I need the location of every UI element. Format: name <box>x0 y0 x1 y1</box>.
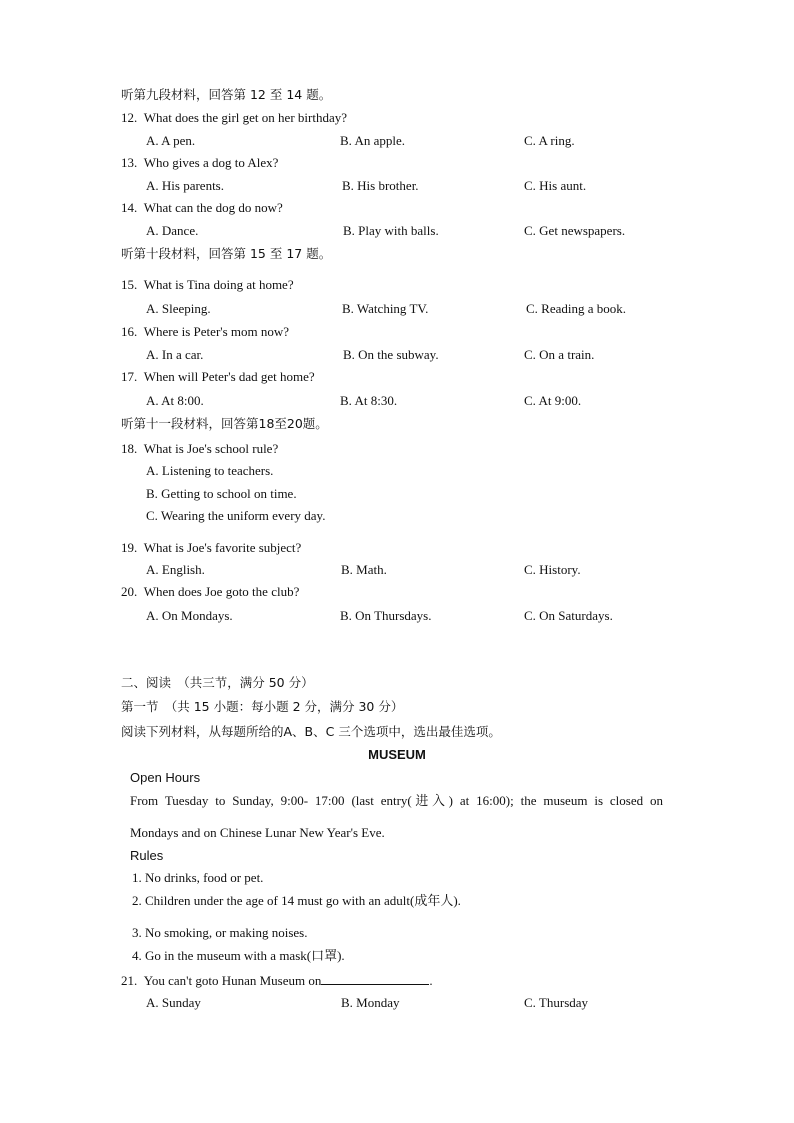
question-13 <box>121 155 278 171</box>
q13-option-b: B. His brother. <box>342 178 419 193</box>
question-number: 21. <box>121 973 138 988</box>
question-text: Who gives a dog to Alex? <box>143 155 279 170</box>
q21-option-c: C. Thursday <box>524 995 589 1010</box>
rule-4: 4. Go in the museum with a mask(口罩). <box>132 948 345 963</box>
q12-option-c: C. A ring. <box>524 133 575 148</box>
question-end: . <box>429 973 433 988</box>
q14-option-a: A. Dance. <box>146 223 199 238</box>
question-number: 13. <box>121 155 138 170</box>
question-text: What is Joe's favorite subject? <box>143 540 302 555</box>
question-text: When will Peter's dad get home? <box>143 369 315 384</box>
question-text: What is Joe's school rule? <box>143 441 279 456</box>
q16-option-c: C. On a train. <box>524 347 595 362</box>
part2-section1: 第一节 （共 15 小题：每小题 2 分，满分 30 分） <box>121 699 404 714</box>
q15-option-c: C. Reading a book. <box>526 301 627 316</box>
question-text: What is Tina doing at home? <box>143 277 294 292</box>
question-number: 16. <box>121 324 138 339</box>
question-number: 12. <box>121 110 138 125</box>
q12-option-b: B. An apple. <box>340 133 405 148</box>
section11-header: 听第十一段材料，回答第18至20题。 <box>121 416 328 431</box>
q20-option-c: C. On Saturdays. <box>524 608 613 623</box>
q21-option-a: A. Sunday <box>146 995 201 1010</box>
question-text: What does the girl get on her birthday? <box>143 110 347 125</box>
q20-option-b: B. On Thursdays. <box>340 608 432 623</box>
q17-option-a: A. At 8:00. <box>146 393 204 408</box>
section9-header: 听第九段材料，回答第 12 至 14 题。 <box>121 87 332 102</box>
q19-option-c: C. History. <box>524 562 581 577</box>
open-hours-line1: From Tuesday to Sunday, 9:00- 17:00 (last entry(进入) at 16:00); the museum is closed on <box>130 793 663 808</box>
question-12 <box>121 110 347 126</box>
q16-option-a: A. In a car. <box>146 347 204 362</box>
q20-option-a: A. On Mondays. <box>146 608 233 623</box>
q14-option-c: C. Get newspapers. <box>524 223 626 238</box>
q18-option-b: B. Getting to school on time. <box>146 486 297 501</box>
q12-option-a: A. A pen. <box>146 133 196 148</box>
q16-option-b: B. On the subway. <box>343 347 439 362</box>
question-20 <box>121 584 299 600</box>
q15-option-a: A. Sleeping. <box>146 301 211 316</box>
question-number: 17. <box>121 369 138 384</box>
rule-3: 3. No smoking, or making noises. <box>132 925 308 940</box>
rule-1: 1. No drinks, food or pet. <box>132 870 264 885</box>
museum-title: MUSEUM <box>368 747 426 762</box>
rule-2: 2. Children under the age of 14 must go with an adult(成年人). <box>132 893 461 908</box>
open-hours-heading: Open Hours <box>130 770 201 785</box>
q17-option-c: C. At 9:00. <box>524 393 582 408</box>
answer-blank[interactable] <box>321 972 429 985</box>
q17-option-b: B. At 8:30. <box>340 393 398 408</box>
question-17 <box>121 369 315 385</box>
question-text: You can't goto Hunan Museum on <box>143 973 322 988</box>
q19-option-b: B. Math. <box>341 562 387 577</box>
rules-heading: Rules <box>130 848 164 863</box>
question-number: 18. <box>121 441 138 456</box>
question-21 <box>121 972 433 989</box>
part2-title: 二、阅读 （共三节，满分 50 分） <box>121 675 314 690</box>
q13-option-a: A. His parents. <box>146 178 224 193</box>
q18-option-a: A. Listening to teachers. <box>146 463 274 478</box>
open-hours-line2: Mondays and on Chinese Lunar New Year's Eve. <box>130 825 385 840</box>
question-number: 14. <box>121 200 138 215</box>
question-16 <box>121 324 289 340</box>
question-text: What can the dog do now? <box>143 200 283 215</box>
q19-option-a: A. English. <box>146 562 205 577</box>
q15-option-b: B. Watching TV. <box>342 301 429 316</box>
section10-header: 听第十段材料，回答第 15 至 17 题。 <box>121 246 332 261</box>
q13-option-c: C. His aunt. <box>524 178 587 193</box>
question-number: 20. <box>121 584 138 599</box>
question-19 <box>121 540 301 556</box>
question-14 <box>121 200 283 216</box>
question-18 <box>121 441 278 457</box>
q18-option-c: C. Wearing the uniform every day. <box>146 508 326 523</box>
question-15 <box>121 277 294 293</box>
question-number: 19. <box>121 540 138 555</box>
part2-instruction: 阅读下列材料，从每题所给的A、B、C 三个选项中，选出最佳选项。 <box>121 724 501 739</box>
question-text: When does Joe goto the club? <box>143 584 300 599</box>
q14-option-b: B. Play with balls. <box>343 223 439 238</box>
q21-option-b: B. Monday <box>341 995 400 1010</box>
question-text: Where is Peter's mom now? <box>143 324 290 339</box>
question-number: 15. <box>121 277 138 292</box>
